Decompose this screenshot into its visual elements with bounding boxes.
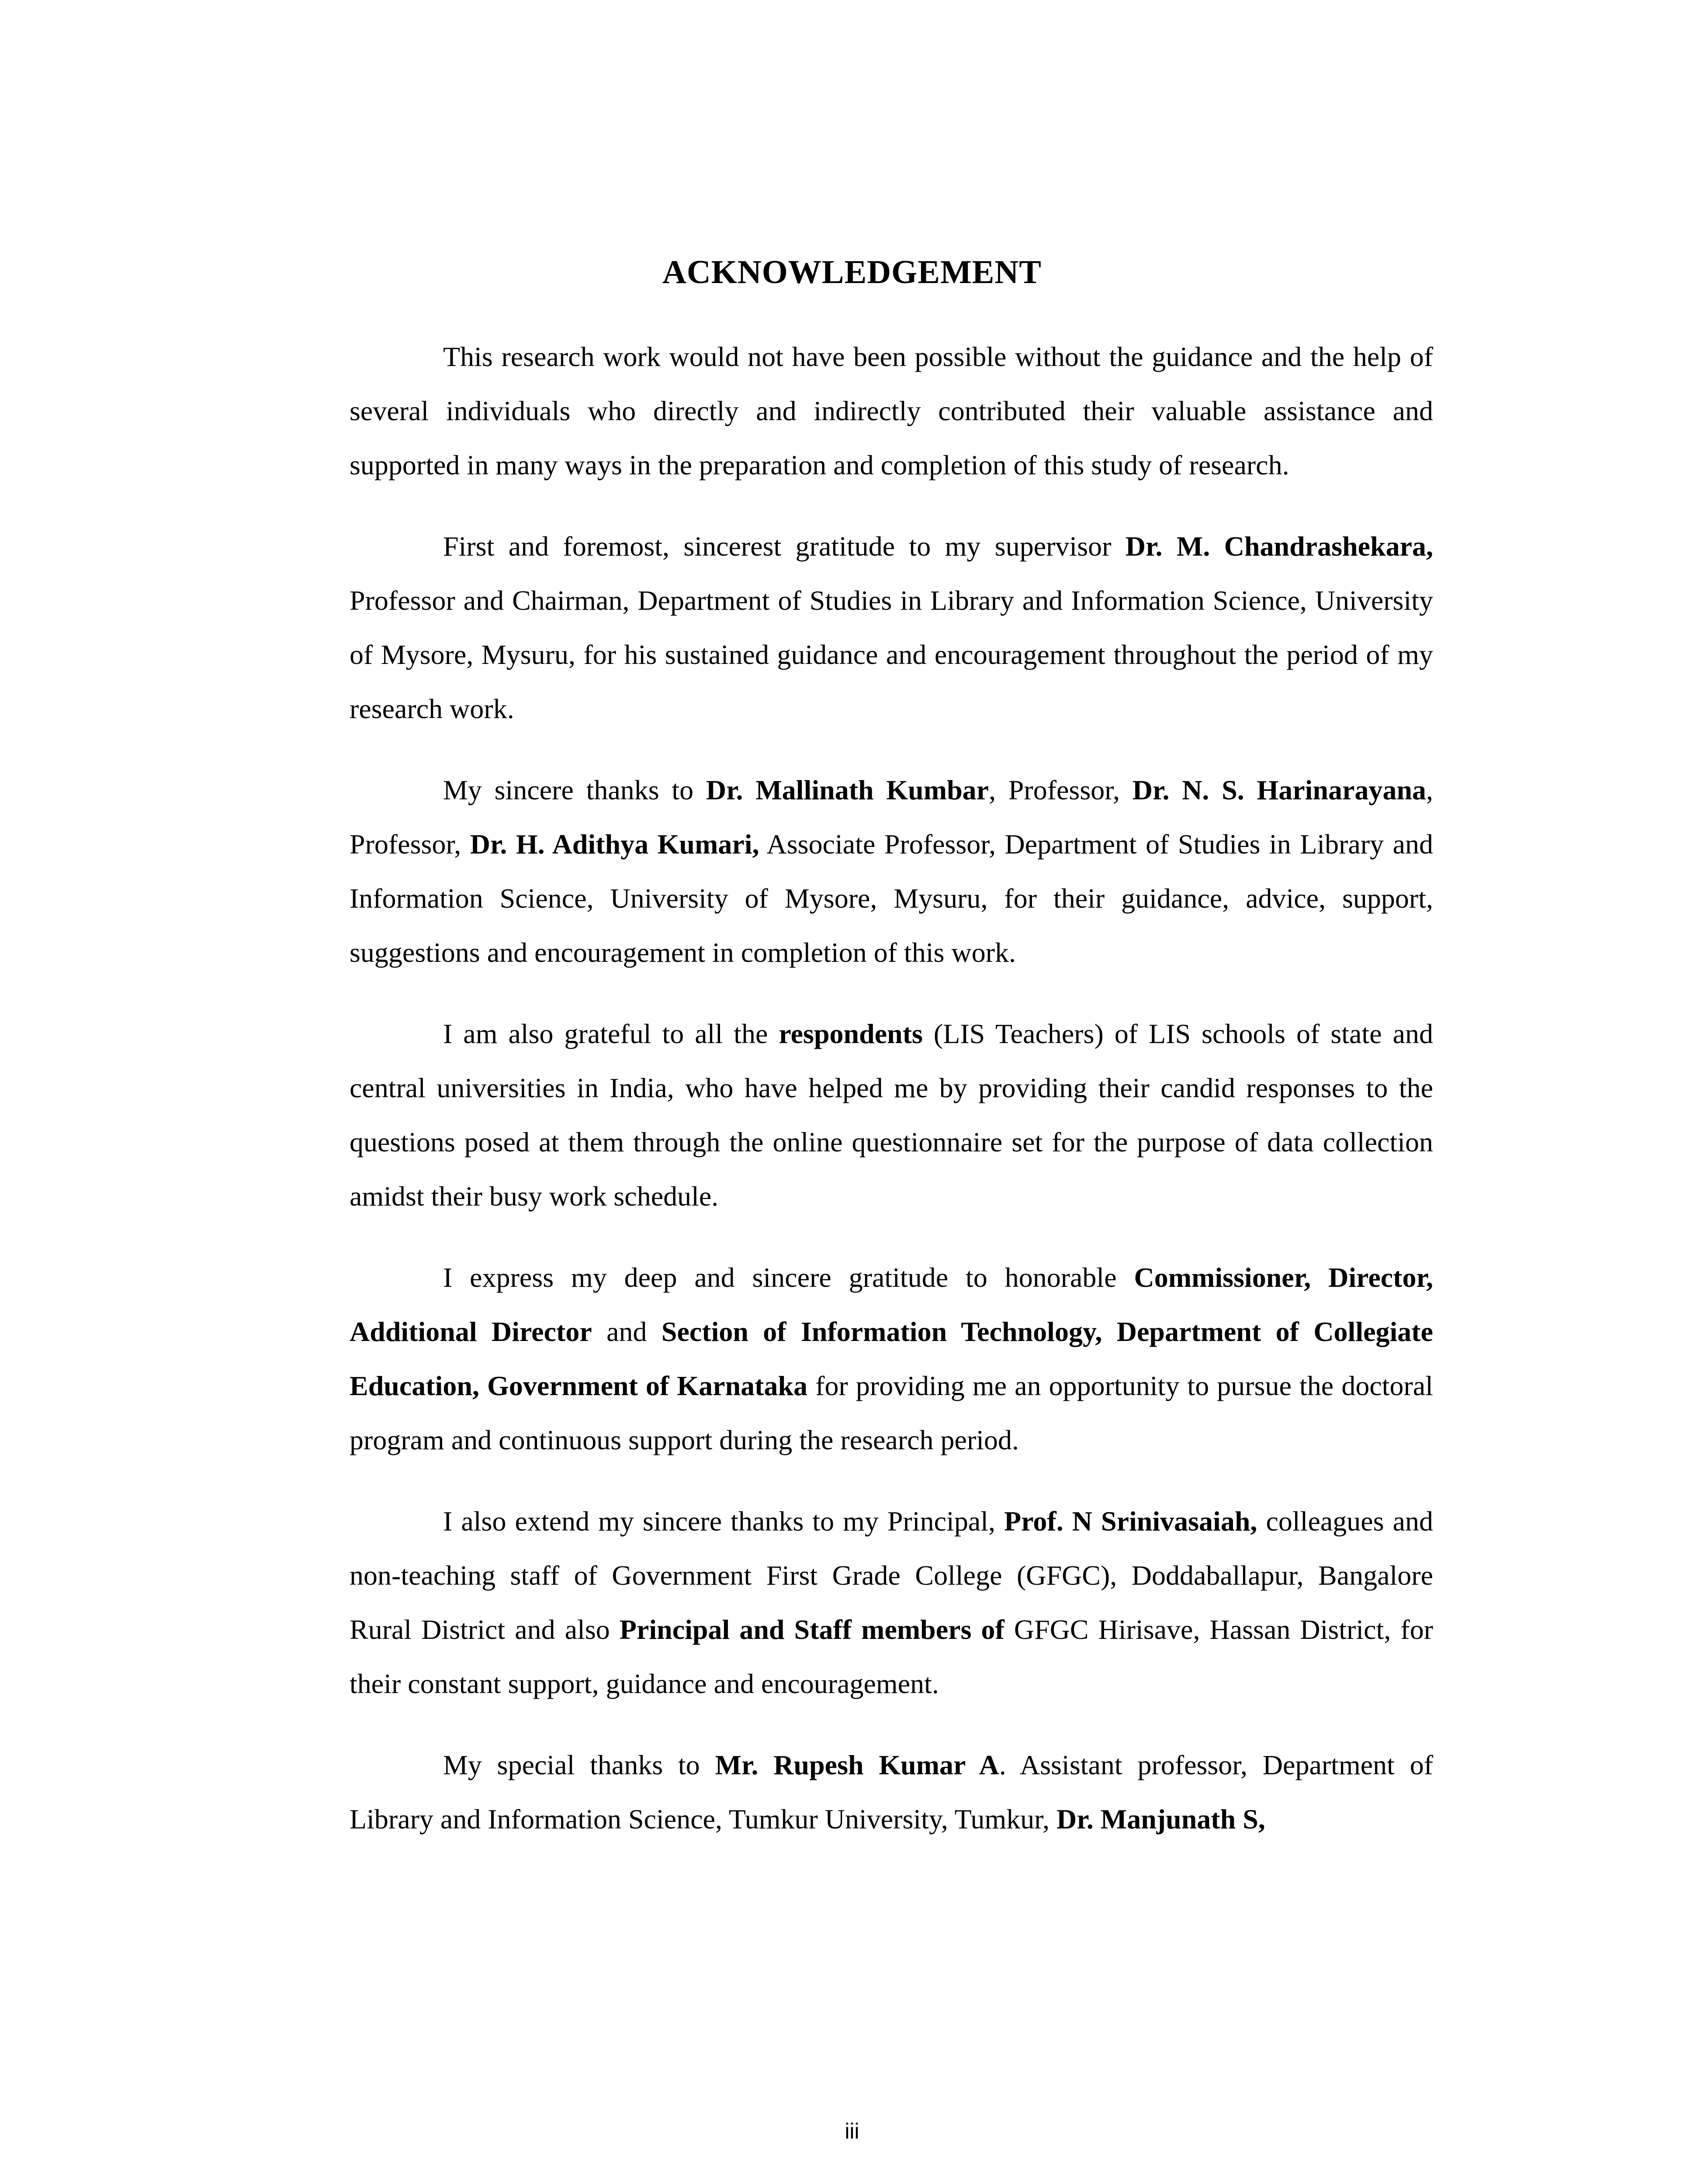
- text-run: My special thanks to: [443, 1749, 715, 1780]
- text-run: . Assistant professor, Department of Library and Information Science, Tumkur University, Tumkur,: [350, 1749, 1434, 1835]
- bold-text-run: Principal and Staff members of: [619, 1614, 1004, 1645]
- text-run: First and foremost, sincerest gratitude to my supervisor: [443, 531, 1126, 562]
- bold-text-run: Section of Information Technology, Department of Collegiate Education, Government of Karnataka: [350, 1316, 1434, 1401]
- paragraph: [350, 763, 1433, 980]
- text-run: , Professor,: [989, 774, 1133, 805]
- bold-text-run: Mr. Rupesh Kumar A: [715, 1749, 999, 1780]
- paragraph: [350, 1738, 1433, 1846]
- bold-text-run: Dr. Mallinath Kumbar: [706, 774, 989, 805]
- page-title: ACKNOWLEDGEMENT: [662, 254, 1042, 290]
- text-run: (LIS Teachers) of LIS schools of state and central universities in India, who have helped me by providing their candid responses to the questions posed at them through the online questionnaire set for the purpose of data collection amidst their busy work schedule.: [350, 1018, 1434, 1212]
- page-number: iii: [845, 2119, 859, 2143]
- text-run: GFGC Hirisave, Hassan District, for their constant support, guidance and encouragement.: [350, 1614, 1434, 1699]
- paragraph: [350, 519, 1433, 736]
- bold-text-run: Prof. N Srinivasaiah,: [1004, 1506, 1257, 1537]
- paragraph: [350, 330, 1433, 492]
- paragraph: [350, 1494, 1433, 1711]
- text-run: I also extend my sincere thanks to my Principal,: [443, 1506, 1004, 1537]
- bold-text-run: Dr. M. Chandrashekara,: [1125, 531, 1434, 562]
- text-run: I express my deep and sincere gratitude to honorable: [443, 1262, 1134, 1293]
- text-run: I am also grateful to all the: [443, 1018, 779, 1049]
- text-run: , Professor,: [350, 774, 1434, 860]
- bold-text-run: Dr. N. S. Harinarayana: [1132, 774, 1427, 805]
- bold-text-run: Dr. Manjunath S,: [1056, 1804, 1265, 1835]
- bold-text-run: Commissioner, Director, Additional Director: [350, 1262, 1434, 1347]
- text-run: This research work would not have been possible without the guidance and the help of several individuals who directly and indirectly contributed their valuable assistance and supported in many ways in the preparation and completion of this study of research.: [350, 341, 1433, 480]
- text-run: and: [592, 1316, 662, 1347]
- paragraph: [350, 1007, 1433, 1223]
- text-run: colleagues and non-teaching staff of Government First Grade College (GFGC), Doddaballapur, Bangalore Rural District and also: [350, 1506, 1434, 1645]
- paragraph: [350, 1251, 1433, 1467]
- text-run: Professor and Chairman, Department of Studies in Library and Information Science, University of Mysore, Mysuru, for his sustained guidance and encouragement throughout the period of my research work.: [350, 585, 1433, 724]
- acknowledgement-body: [350, 330, 1433, 1873]
- bold-text-run: Dr. H. Adithya Kumari,: [470, 829, 759, 860]
- text-run: My sincere thanks to: [443, 774, 706, 805]
- bold-text-run: respondents: [779, 1018, 923, 1049]
- text-run: for providing me an opportunity to pursue the doctoral program and continuous support during the research period.: [350, 1370, 1433, 1455]
- text-run: Associate Professor, Department of Studies in Library and Information Science, University of Mysore, Mysuru, for their guidance, advice, support, suggestions and encouragement in completion of this work.: [350, 829, 1433, 968]
